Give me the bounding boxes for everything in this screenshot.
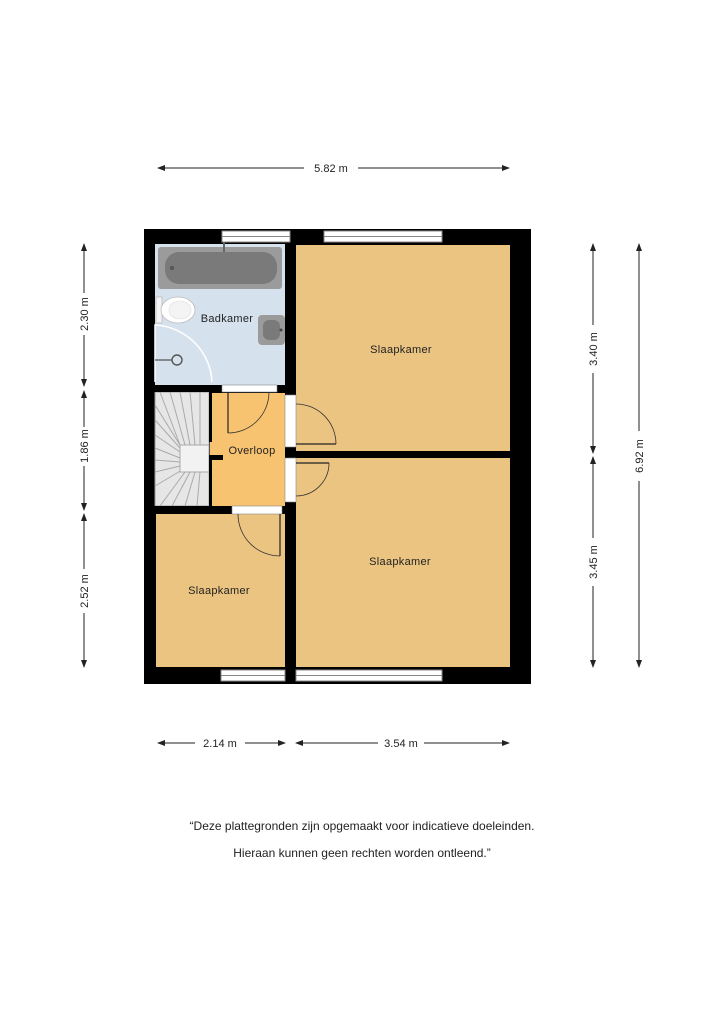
room-label-landing: Overloop [228,445,276,457]
room-label-bedroom-top-right: Slaapkamer [370,344,432,356]
dimension-right-total: 6.92 m [634,439,646,473]
dimension-top-total: 5.82 m [314,163,348,175]
dimension-left-lower: 2.52 m [79,574,91,608]
dimension-left-middle: 1.86 m [79,429,91,463]
sink-icon [258,315,285,345]
dimension-right-upper: 3.40 m [588,332,600,366]
disclaimer-line-2: Hieraan kunnen geen rechten worden ontleend.” [233,846,491,860]
room-label-bedroom-bottom-left: Slaapkamer [188,585,250,597]
dimension-right-lower: 3.45 m [588,545,600,579]
dimension-bottom-right: 3.54 m [384,738,418,750]
room-label-bedroom-bottom-right: Slaapkamer [369,556,431,568]
bathtub-icon [158,242,282,289]
dimension-left-upper: 2.30 m [79,297,91,331]
toilet-icon [156,297,195,323]
disclaimer-line-1: “Deze plattegronden zijn opgemaakt voor indicatieve doeleinden. [189,819,535,833]
dimension-bottom-left: 2.14 m [203,738,237,750]
room-label-bathroom: Badkamer [200,313,254,325]
